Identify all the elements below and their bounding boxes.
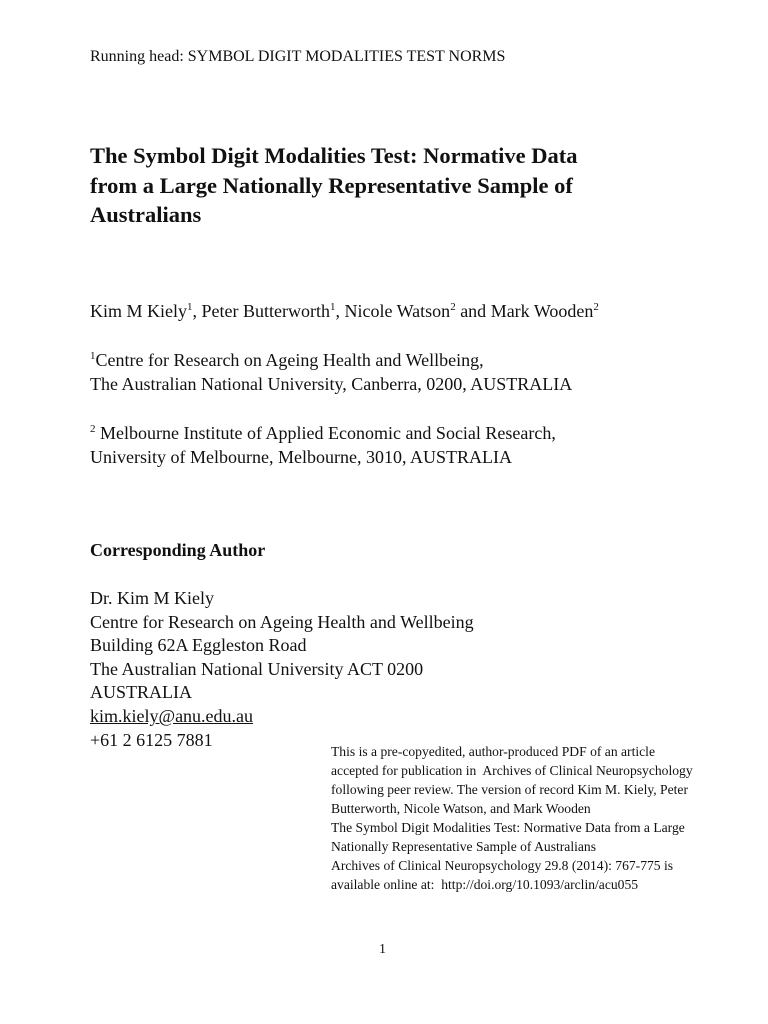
author-name: Kim M Kiely (90, 301, 187, 321)
affiliation-marker: 2 (450, 301, 456, 313)
affiliation-line: University of Melbourne, Melbourne, 3010, AUSTRALIA (90, 447, 512, 467)
note-line: This is a pre-copyedited, author-produced PDF of an article (331, 744, 655, 759)
address-line: Centre for Research on Ageing Health and Wellbeing (90, 611, 474, 632)
address-line: Dr. Kim M Kiely (90, 588, 214, 608)
note-line: Butterworth, Nicole Watson, and Mark Wooden (331, 801, 591, 816)
title-line: from a Large Nationally Representative Sample of (90, 172, 573, 198)
corresponding-author-heading: Corresponding Author (90, 540, 266, 560)
affiliation-line (90, 421, 556, 445)
note-line: Nationally Representative Sample of Australians (331, 839, 597, 854)
address-line: Building 62A Eggleston Road (90, 635, 307, 656)
note-line: available online at: http://doi.org/10.1093/arclin/acu055 (331, 877, 639, 892)
affiliation-marker: 2 (593, 301, 599, 313)
note-line: Archives of Clinical Neuropsychology 29.8 (2014): 767-775 is (331, 858, 674, 873)
note-line: accepted for publication in Archives of Clinical Neuropsychology (331, 763, 693, 778)
page-number: 1 (379, 942, 386, 957)
running-head: Running head: SYMBOL DIGIT MODALITIES TEST NORMS (90, 48, 506, 65)
affiliation-line: The Australian National University, Canberra, 0200, AUSTRALIA (90, 374, 573, 394)
author-separator: , (335, 301, 345, 321)
affiliation-1 (90, 348, 572, 396)
affiliation-text: Melbourne Institute of Applied Economic and Social Research, (95, 423, 556, 443)
note-line: The Symbol Digit Modalities Test: Normative Data from a Large (331, 820, 685, 835)
author-separator: and (455, 301, 491, 321)
affiliation-line (90, 348, 572, 372)
author-name: Mark Wooden (490, 301, 594, 321)
title-line: The Symbol Digit Modalities Test: Normative Data (90, 143, 578, 168)
email-link[interactable]: kim.kiely@anu.edu.au (90, 705, 254, 726)
author-name: Nicole Watson (344, 301, 451, 321)
paper-title (90, 141, 690, 230)
note-line: following peer review. The version of record Kim M. Kiely, Peter (331, 782, 688, 797)
corresponding-author-address (90, 587, 474, 752)
author-separator: , (192, 301, 202, 321)
affiliation-marker: 1 (329, 301, 336, 313)
address-line: AUSTRALIA (90, 682, 192, 703)
affiliation-marker: 1 (90, 350, 96, 362)
title-line: Australians (90, 202, 202, 227)
affiliation-marker: 2 (90, 423, 96, 435)
author-name: Peter Butterworth (201, 301, 330, 321)
author-list (90, 300, 599, 322)
phone-number: +61 2 6125 7881 (90, 729, 213, 750)
affiliation-marker: 1 (187, 301, 193, 313)
address-line: The Australian National University ACT 0200 (90, 658, 424, 679)
publication-note (331, 742, 741, 894)
affiliation-2 (90, 421, 556, 469)
affiliation-text: Centre for Research on Ageing Health and Wellbeing, (95, 350, 484, 370)
